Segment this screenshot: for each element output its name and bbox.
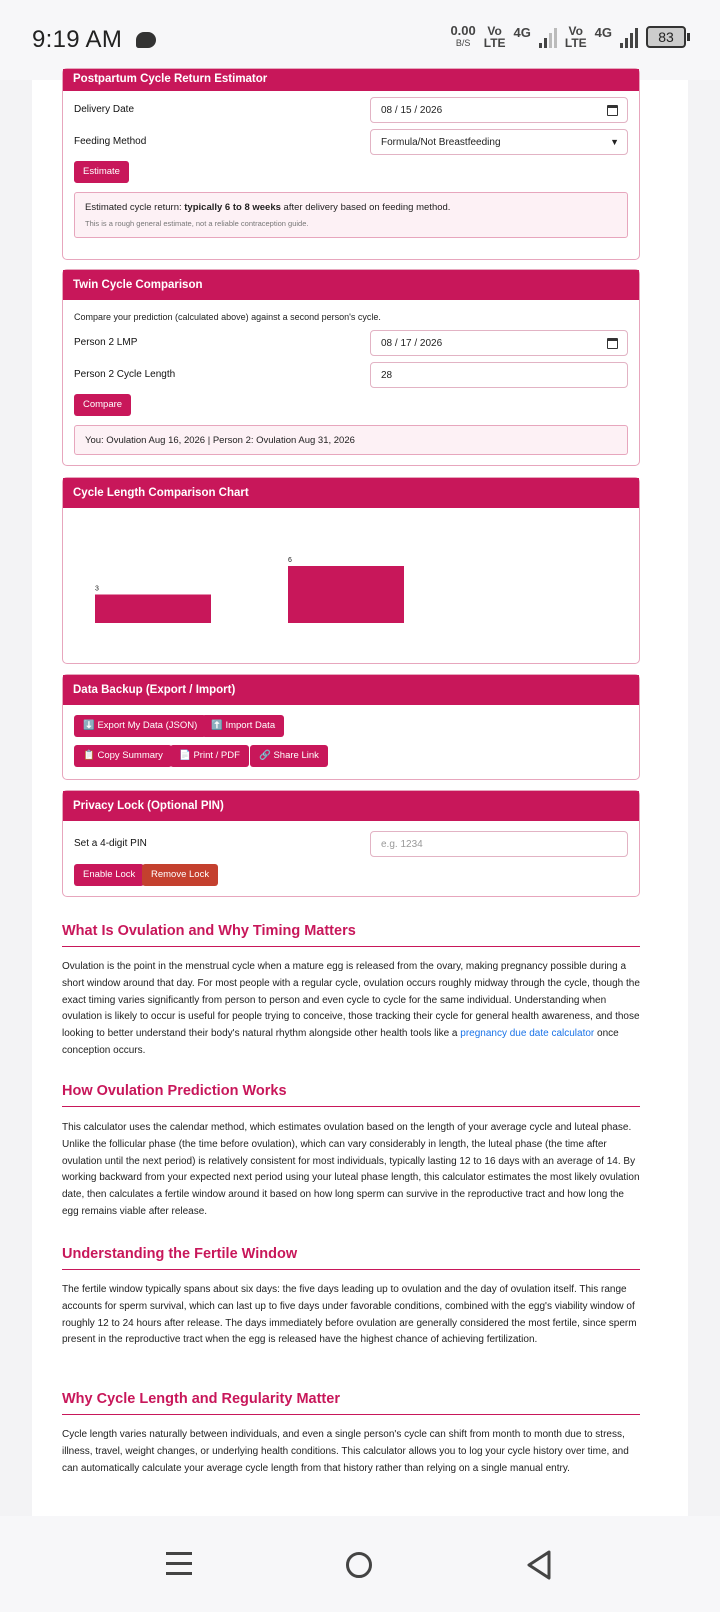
speed-value: 0.00 bbox=[450, 23, 476, 38]
twin-result: You: Ovulation Aug 16, 2026 | Person 2: Ovulation Aug 31, 2026 bbox=[74, 425, 628, 455]
enable-lock-button[interactable]: Enable Lock bbox=[74, 864, 144, 886]
pin-label: Set a 4-digit PIN bbox=[74, 838, 147, 849]
section-heading-ovulation: What Is Ovulation and Why Timing Matters bbox=[62, 923, 640, 947]
due-date-calculator-link[interactable]: pregnancy due date calculator bbox=[460, 1028, 595, 1040]
web-page bbox=[32, 73, 688, 1516]
import-data-button[interactable]: ⬆️ Import Data bbox=[202, 715, 284, 737]
delivery-date-value: 08 / 15 / 2026 bbox=[381, 105, 443, 116]
volte-indicator-2 bbox=[565, 25, 587, 49]
delivery-date-input[interactable] bbox=[370, 97, 628, 123]
person2-lmp-value: 08 / 17 / 2026 bbox=[381, 338, 443, 349]
pin-row bbox=[74, 831, 628, 857]
person2-lmp-row bbox=[74, 330, 628, 356]
chevron-down-icon: ▼ bbox=[610, 137, 619, 147]
chart-bar bbox=[288, 566, 404, 623]
delivery-date-label: Delivery Date bbox=[74, 104, 135, 115]
cycle-length-chart bbox=[63, 508, 641, 665]
postpartum-title: Postpartum Cycle Return Estimator bbox=[63, 69, 639, 91]
network-speed bbox=[450, 24, 475, 50]
result-suffix: after delivery based on feeding method. bbox=[280, 202, 451, 213]
navigation-bar bbox=[0, 1516, 720, 1612]
postpartum-card bbox=[62, 68, 640, 260]
paragraph-cycle-length: Cycle length varies naturally between individuals, and even a single person's cycle can shift from month to month due to stress, illness, travel, weight changes, or underlying health conditions. This calculator allows you to log your cycle history over time, and can automatically calculate your average cycle length from that history rather than relying on a single manual entry. bbox=[62, 1429, 629, 1474]
print-pdf-button[interactable]: 📄 Print / PDF bbox=[170, 745, 249, 767]
privacy-title: Privacy Lock (Optional PIN) bbox=[63, 791, 639, 821]
chart-title: Cycle Length Comparison Chart bbox=[63, 478, 639, 508]
privacy-lock-card bbox=[62, 790, 640, 897]
paragraph-ovulation bbox=[62, 959, 642, 1060]
volte-indicator-1 bbox=[484, 25, 506, 49]
section-heading-fertile-window: Understanding the Fertile Window bbox=[62, 1246, 640, 1270]
person2-length-label: Person 2 Cycle Length bbox=[74, 369, 176, 380]
result-bold: typically 6 to 8 weeks bbox=[184, 202, 281, 213]
backup-title: Data Backup (Export / Import) bbox=[63, 675, 639, 705]
twin-intro: Compare your prediction (calculated above) against a second person's cycle. bbox=[74, 312, 381, 322]
chart-card bbox=[62, 477, 640, 664]
twin-cycle-title: Twin Cycle Comparison bbox=[63, 270, 639, 300]
postpartum-note: This is a rough general estimate, not a reliable contraception guide. bbox=[85, 219, 309, 228]
feeding-method-select[interactable] bbox=[370, 129, 628, 155]
person2-lmp-input[interactable] bbox=[370, 330, 628, 356]
data-backup-card bbox=[62, 674, 640, 780]
person2-lmp-label: Person 2 LMP bbox=[74, 337, 138, 348]
volte-top-2: Vo bbox=[568, 24, 583, 38]
person2-length-row bbox=[74, 362, 628, 388]
chat-notification-icon bbox=[136, 32, 156, 48]
twin-cycle-card bbox=[62, 269, 640, 466]
home-icon[interactable] bbox=[346, 1552, 372, 1578]
chart-data-label: 6 bbox=[288, 557, 292, 564]
status-time: 9:19 AM bbox=[32, 26, 123, 53]
paragraph-ovulation-end: once conception occurs. bbox=[62, 1028, 619, 1056]
battery-level: 83 bbox=[646, 26, 686, 48]
back-icon[interactable] bbox=[526, 1550, 552, 1580]
volte-bottom-2: LTE bbox=[564, 36, 587, 50]
delivery-date-row bbox=[74, 97, 628, 123]
section-heading-prediction: How Ovulation Prediction Works bbox=[62, 1083, 640, 1107]
chart-data-label: 3 bbox=[95, 585, 99, 593]
person2-length-value: 28 bbox=[381, 370, 393, 381]
feeding-method-value: Formula/Not Breastfeeding bbox=[381, 137, 501, 148]
feeding-method-row bbox=[74, 129, 628, 155]
copy-summary-button[interactable]: 📋 Copy Summary bbox=[74, 745, 172, 767]
paragraph-fertile-window: The fertile window typically spans about six days: the five days leading up to ovulation and the day of ovulation itself. This range accounts for sperm survival, which can last up to five days under favorable conditions, combined with the egg's viability window of roughly 12 to 24 hours after release. The days immediately before ovulation are generally considered the most fertile, since sperm present in the reproductive tract when the egg is released have the highest chance of achieving fertilization. bbox=[62, 1284, 637, 1346]
compare-button[interactable]: Compare bbox=[74, 394, 131, 416]
result-prefix: Estimated cycle return: bbox=[85, 202, 185, 213]
network-type-2: 4G bbox=[594, 24, 612, 40]
volte-bottom-1: LTE bbox=[483, 36, 506, 50]
export-data-button[interactable]: ⬇️ Export My Data (JSON) bbox=[74, 715, 206, 737]
volte-top-1: Vo bbox=[487, 24, 502, 38]
status-indicators bbox=[450, 24, 690, 50]
pin-input[interactable]: e.g. 1234 bbox=[370, 831, 628, 857]
calendar-icon[interactable] bbox=[607, 105, 618, 116]
feeding-method-label: Feeding Method bbox=[74, 136, 147, 147]
network-type-1: 4G bbox=[513, 24, 531, 40]
paragraph-ovulation-text: Ovulation is the point in the menstrual cycle when a mature egg is released from the ovary, making pregnancy possible during a short window around that day. For most people with a regular cycle, ovulation occurs roughly midway through the cycle, though the exact timing varies significantly from person to person and even cycle to cycle for the same individual. Understanding when ovulation is likely to occur is useful for people trying to conceive, those tracking their cycle for general health awareness, and those looking to better understand their body's natural rhythm alongside other health tools like a bbox=[62, 961, 640, 1040]
speed-unit: B/S bbox=[455, 38, 471, 48]
chart-bar bbox=[95, 595, 211, 624]
calendar-icon[interactable] bbox=[607, 338, 618, 349]
paragraph-prediction: This calculator uses the calendar method, which estimates ovulation based on the length of your average cycle and luteal phase. Unlike the follicular phase (the time before ovulation), which can vary considerably in length, the luteal phase (the time after ovulation until the next period) is relatively consistent for most individuals, typically lasting 12 to 16 days with an average of 14. By working backward from your expected next period using your luteal phase length, this calculator estimates the most likely ovulation date, then calculates a fertile window around it based on how long sperm can survive in the reproductive tract and how long the egg remains viable after release. bbox=[62, 1122, 640, 1217]
recent-apps-icon[interactable] bbox=[166, 1552, 192, 1576]
postpartum-result bbox=[74, 192, 628, 238]
signal-icon bbox=[620, 26, 638, 48]
signal-icon bbox=[539, 26, 557, 48]
person2-length-input[interactable] bbox=[370, 362, 628, 388]
section-heading-cycle-length: Why Cycle Length and Regularity Matter bbox=[62, 1391, 640, 1415]
postpartum-result-text bbox=[85, 202, 617, 213]
estimate-button[interactable]: Estimate bbox=[74, 161, 129, 183]
remove-lock-button[interactable]: Remove Lock bbox=[142, 864, 218, 886]
share-link-button[interactable]: 🔗 Share Link bbox=[250, 745, 328, 767]
battery-icon bbox=[646, 26, 690, 48]
